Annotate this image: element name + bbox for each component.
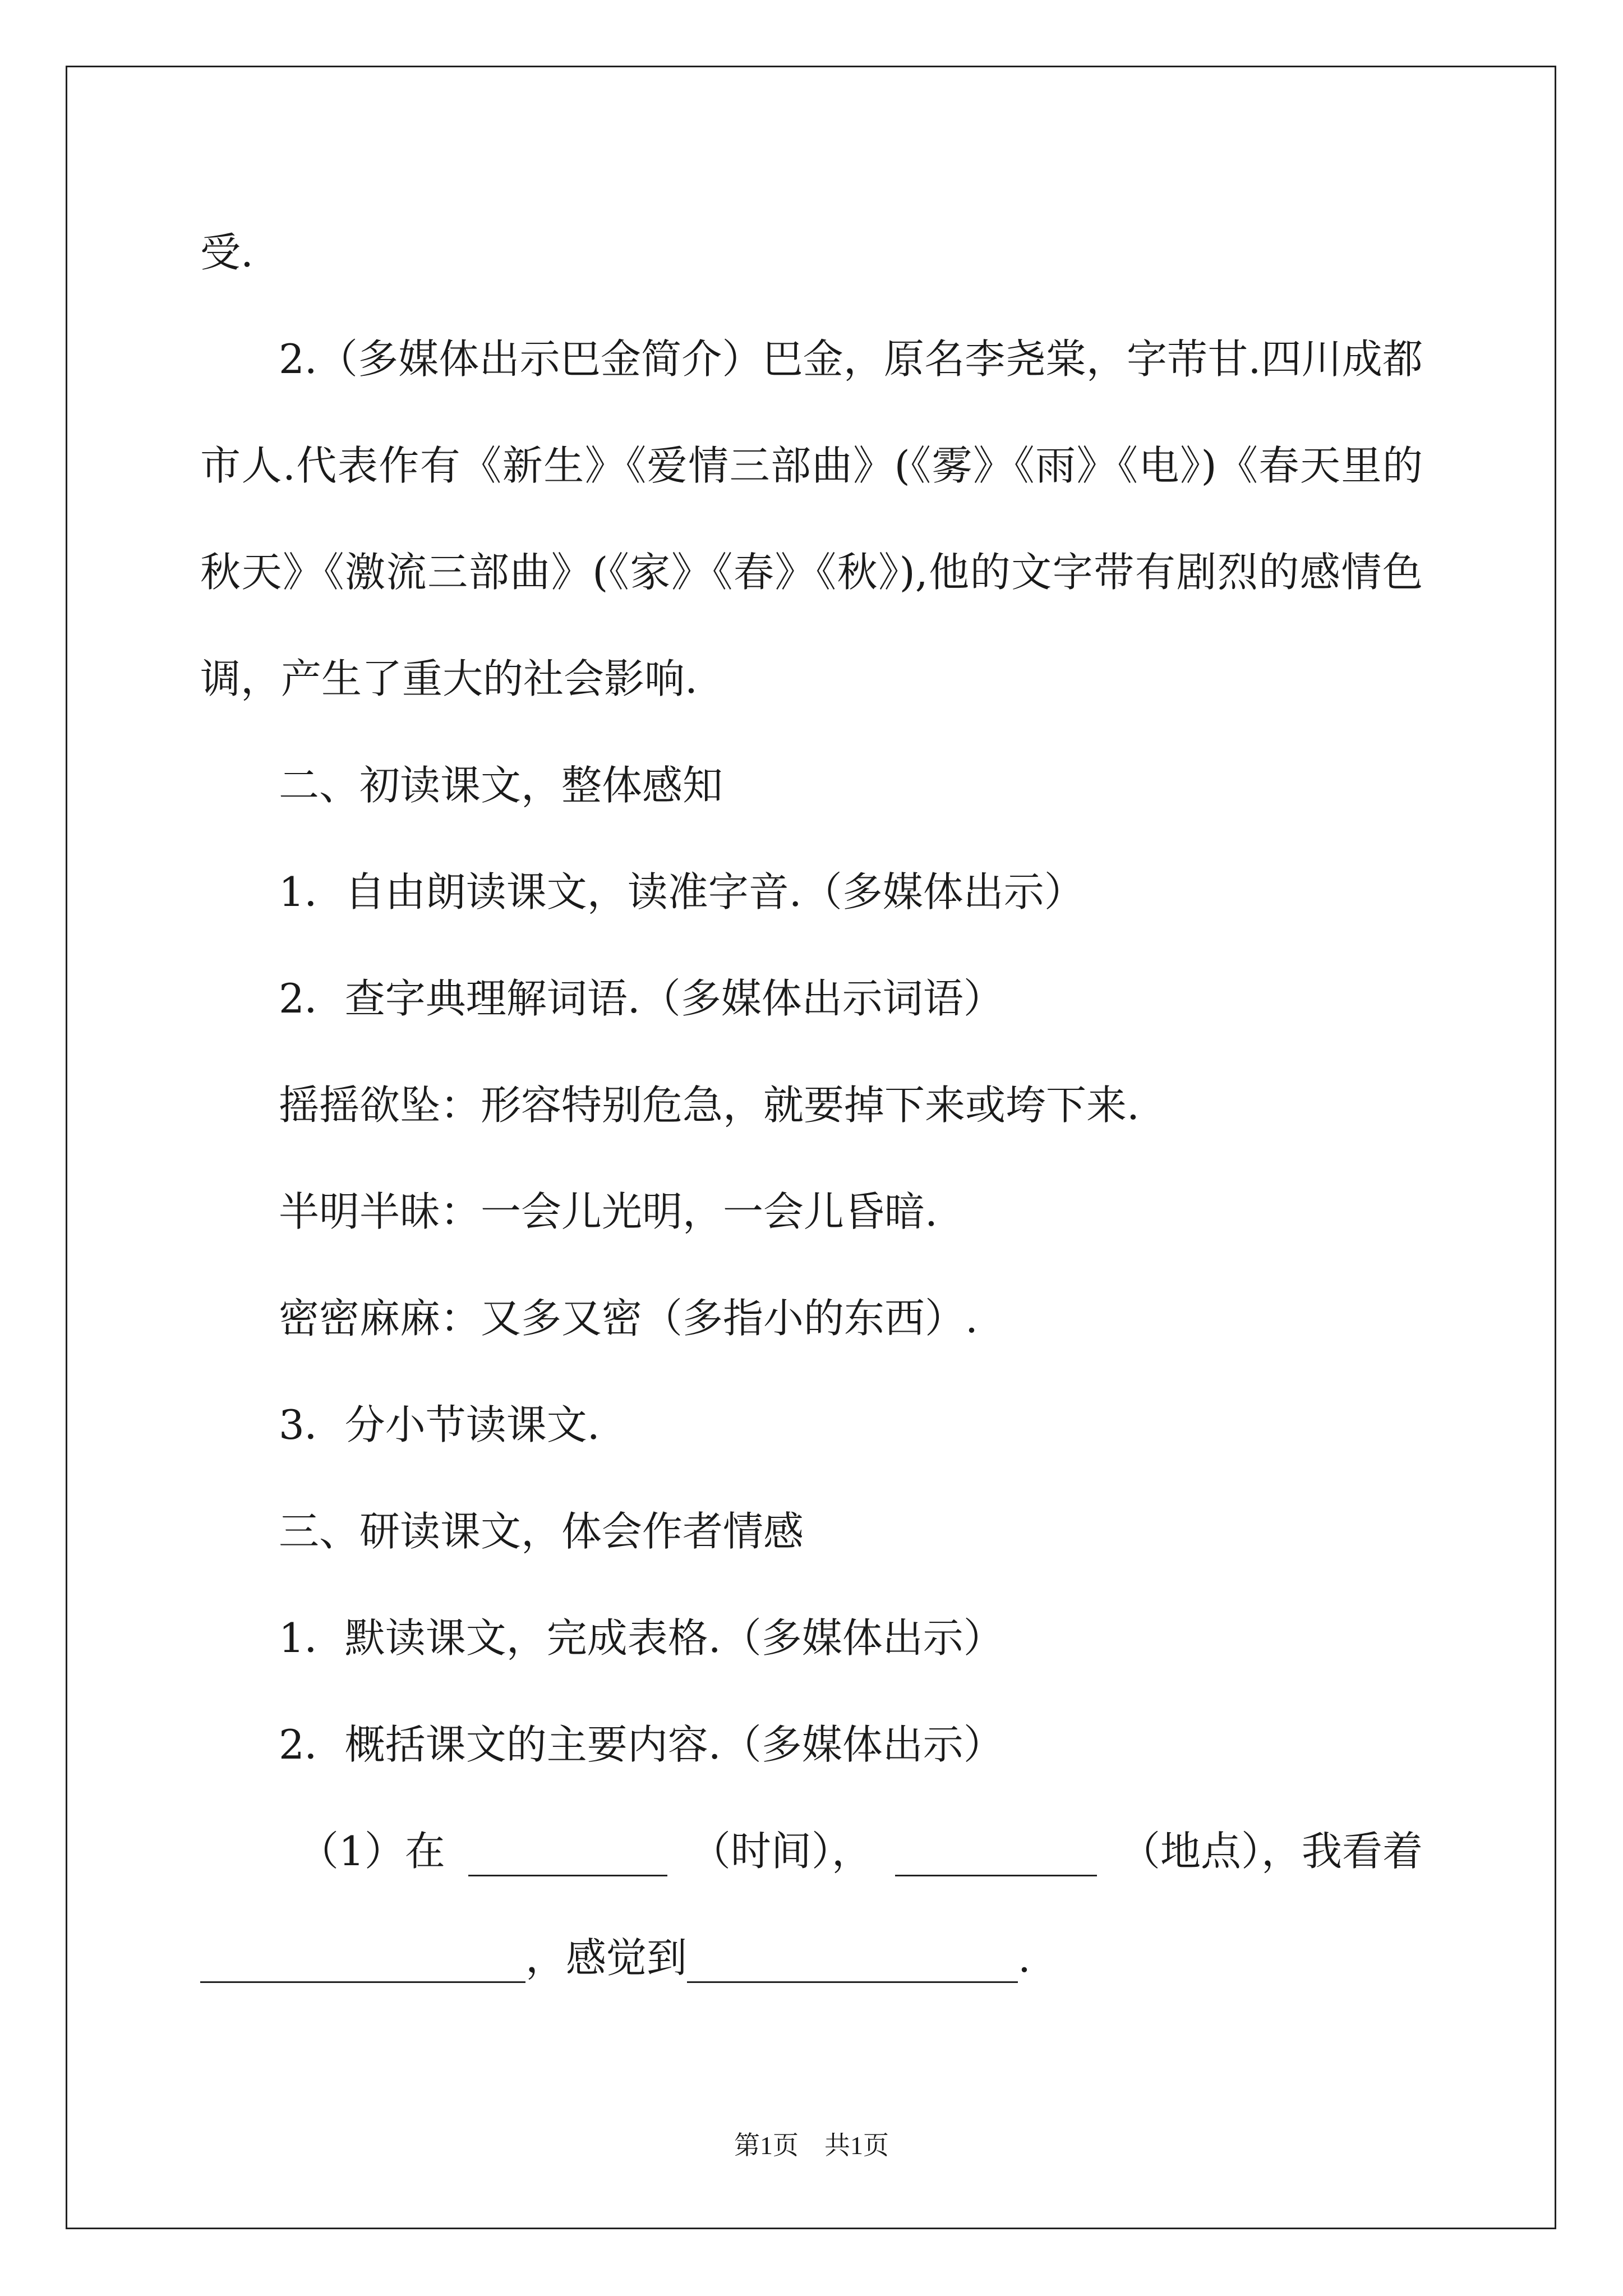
fill-suffix: . [1018,1934,1031,1981]
text-line: 1．默读课文，完成表格.（多媒体出示） [279,1614,1004,1662]
blank-feeling[interactable] [687,1942,1018,1983]
blank-sight[interactable] [200,1942,525,1983]
section-heading: 三、研读课文，体会作者情感 [279,1508,804,1555]
fill-prefix: （1）在 [298,1828,445,1875]
vocab-item: 摇摇欲坠：形容特别危急，就要掉下来或垮下来. [279,1082,1140,1129]
fill-mid-1: （时间）， [690,1828,872,1875]
text-line: 2．查字典理解词语.（多媒体出示词语） [279,975,1004,1022]
text-line: 调，产生了重大的社会影响. [200,655,698,702]
blank-time[interactable] [468,1835,667,1876]
section-heading: 二、初读课文，整体感知 [279,762,723,809]
fill-mid: ，感觉到 [525,1934,688,1981]
vocab-item: 半明半昧：一会儿光明，一会儿昏暗. [279,1188,938,1235]
text-line: 2．概括课文的主要内容.（多媒体出示） [279,1721,1004,1768]
fill-in-line-1 [298,1826,1423,1876]
text-line: 受. [200,229,253,276]
page-border [66,66,1556,2229]
vocab-item: 密密麻麻：又多又密（多指小的东西）. [279,1295,978,1342]
page-number: 第1页 共1页 [734,2131,889,2160]
text-line: 秋天》《激流三部曲》(《家》《春》《秋》),他的文字带有剧烈的感情色 [200,549,1423,596]
text-line: 市人.代表作有《新生》《爱情三部曲》(《雾》《雨》《电》)《春天里的 [200,442,1423,489]
fill-mid-2: （地点），我看着 [1119,1828,1423,1875]
text-line: 1．自由朗读课文，读准字音.（多媒体出示） [279,868,1085,915]
text-line: 3．分小节读课文. [279,1401,600,1448]
text-line: 2.（多媒体出示巴金简介）巴金，原名李尧棠，字芾甘.四川成都 [279,335,1423,383]
fill-in-line-2 [200,1932,1031,1983]
blank-place[interactable] [895,1835,1097,1876]
